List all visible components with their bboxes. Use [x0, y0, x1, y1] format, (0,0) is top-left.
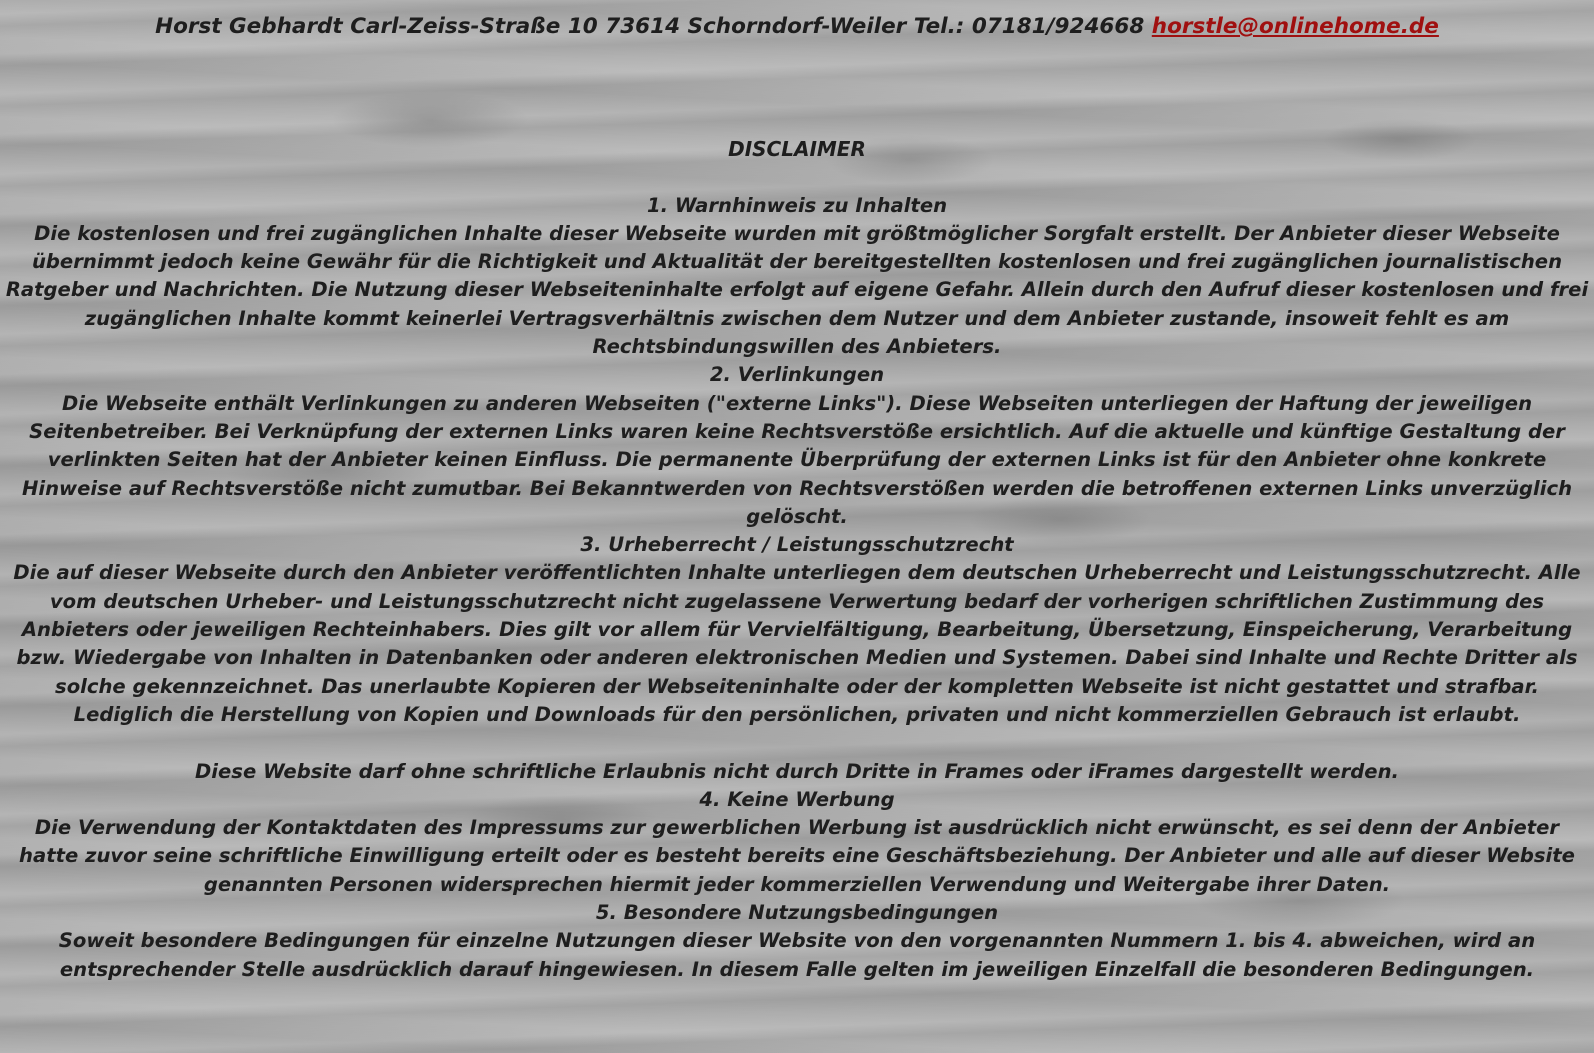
- disclaimer-content: [2, 135, 1592, 984]
- contact-address: Horst Gebhardt Carl-Zeiss-Straße 10 73614 Schorndorf-Weiler Tel.: 07181/924668: [155, 14, 1145, 39]
- contact-header: [0, 12, 1594, 42]
- section-5-text: Soweit besondere Bedingungen für einzelne Nutzungen dieser Website von den vorgenannten Nummern 1. bis 4. abweichen, wird an entsprechender Stelle ausdrücklich darauf hingewiesen. In diesem Falle gelten im jeweiligen Einzelfall die besonderen Bedingungen.: [58, 929, 1536, 981]
- section-3-frames-note: Diese Website darf ohne schriftliche Erlaubnis nicht durch Dritte in Frames oder iFrames dargestellt werden.: [195, 759, 1399, 783]
- spacer: [2, 163, 1592, 191]
- section-1-text: Die kostenlosen und frei zugänglichen Inhalte dieser Webseite wurden mit größtmöglicher Sorgfalt erstellt. Der Anbieter dieser Webseite übernimmt jedoch keine Gewähr für die Richtigkeit und Aktualität der bereitgestellten kostenlosen und frei zugänglichen journalistischen Ratgeber und Nachrichten. Die Nutzung dieser Webseiteninhalte erfolgt auf eigene Gefahr. Allein durch den Aufruf dieser kostenlosen und frei zugänglichen Inhalte kommt keinerlei Vertragsverhältnis zwischen dem Nutzer und dem Anbieter zustande, insoweit fehlt es am Rechtsbindungswillen des Anbieters.: [5, 221, 1589, 359]
- section-5-heading: 5. Besondere Nutzungsbedingungen: [595, 901, 999, 925]
- disclaimer-title: DISCLAIMER: [728, 137, 866, 161]
- section-4-heading: 4. Keine Werbung: [699, 787, 895, 811]
- section-3-text: Die auf dieser Webseite durch den Anbieter veröffentlichten Inhalte unterliegen dem deutschen Urheberrecht und Leistungsschutzrecht. Alle vom deutschen Urheber- und Leistungsschutzrecht nicht zugelassene Verwertung bedarf der vorherigen schriftlichen Zustimmung des Anbieters oder jeweiligen Rechteinhabers. Dies gilt vor allem für Vervielfältigung, Bearbeitung, Übersetzung, Einspeicherung, Verarbeitung bzw. Wiedergabe von Inhalten in Datenbanken oder anderen elektronischen Medien und Systemen. Dabei sind Inhalte und Rechte Dritter als solche gekennzeichnet. Das unerlaubte Kopieren der Webseiteninhalte oder der kompletten Webseite ist nicht gestattet und strafbar. Lediglich die Herstellung von Kopien und Downloads für den persönlichen, privaten und nicht kommerziellen Gebrauch ist erlaubt.: [13, 561, 1581, 726]
- email-link[interactable]: horstle@onlinehome.de: [1151, 14, 1439, 39]
- section-1-heading: 1. Warnhinweis zu Inhalten: [646, 193, 948, 217]
- section-4-text: Die Verwendung der Kontaktdaten des Impressums zur gewerblichen Werbung ist ausdrücklich nicht erwünscht, es sei denn der Anbieter hatte zuvor seine schriftliche Einwilligung erteilt oder es besteht bereits eine Geschäftsbeziehung. Der Anbieter und alle auf dieser Website genannten Personen widersprechen hiermit jeder kommerziellen Verwendung und Weitergabe ihrer Daten.: [19, 816, 1575, 896]
- spacer: [2, 729, 1592, 757]
- section-3-heading: 3. Urheberrecht / Leistungsschutzrecht: [580, 533, 1014, 557]
- section-2-text: Die Webseite enthält Verlinkungen zu anderen Webseiten ("externe Links"). Diese Webseiten unterliegen der Haftung der jeweiligen Seitenbetreiber. Bei Verknüpfung der externen Links waren keine Rechtsverstöße ersichtlich. Auf die aktuelle und künftige Gestaltung der verlinkten Seiten hat der Anbieter keinen Einfluss. Die permanente Überprüfung der externen Links ist für den Anbieter ohne konkrete Hinweise auf Rechtsverstöße nicht zumutbar. Bei Bekanntwerden von Rechtsverstößen werden die betroffenen externen Links unverzüglich gelöscht.: [21, 391, 1573, 528]
- section-2-heading: 2. Verlinkungen: [709, 363, 885, 387]
